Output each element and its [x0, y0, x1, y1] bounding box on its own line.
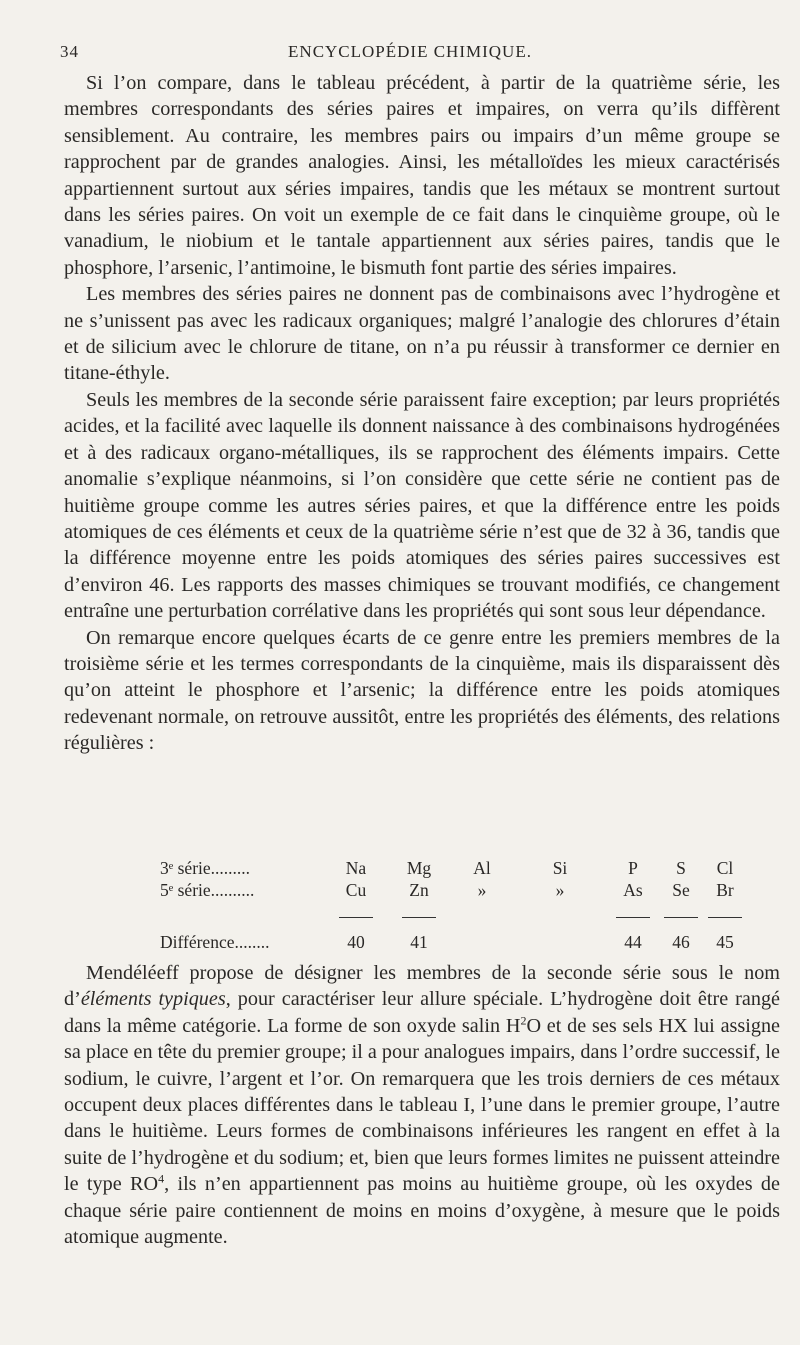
difference-cell: 46 — [672, 932, 690, 952]
table-row — [160, 880, 745, 902]
running-title: ENCYCLOPÉDIE CHIMIQUE. — [288, 42, 532, 61]
underline-rule — [664, 917, 698, 918]
element-cell: S — [676, 858, 686, 878]
element-cell: P — [628, 858, 638, 878]
underline-rule — [339, 917, 373, 918]
body-text-after-table — [64, 960, 780, 1250]
superscript: 4 — [158, 1171, 165, 1186]
paragraph: Les membres des séries paires ne donnent pas de combinaisons avec l’hydrogène et ne s’unissent pas avec les radicaux organiques; malgré l’analogie des chlorures d’étain et de silicium avec le chlorure de titane, on n’a pu réussir à transformer ce dernier en titane-éthyle. — [64, 283, 780, 385]
text-run: Mendéléeff propose de désigner les membres de la seconde série sous le nom d’ — [64, 962, 780, 1011]
series-comparison-table — [160, 858, 745, 958]
table-row — [160, 858, 745, 880]
element-cell: Al — [473, 858, 491, 878]
difference-cell: 41 — [410, 932, 428, 952]
rule-row — [160, 902, 745, 924]
paragraph: Seuls les membres de la seconde série paraissent faire exception; par leurs propriétés acides, et la facilité avec laquelle ils donnent naissance à des combinaisons hydrogénées et à des radicaux organo-métalliques, ils se rapprochent des éléments impairs. Cette anomalie s’explique néanmoins, si l’on considère que cette série ne contient pas de huitième groupe comme les autres séries paires, et que la différence entre les poids atomiques de ces éléments et ceux de la quatrième série n’est que de 32 à 36, tandis que la différence moyenne entre les poids atomiques des séries paires successives est d’environ 46. Les rapports des masses chimiques se trouvant modifiés, ce changement entraîne une perturbation corrélative dans les propriétés qui sont sous leur dépendance. — [64, 388, 780, 623]
element-cell: Cl — [716, 858, 734, 878]
text-run: , pour caractériser leur allure spéciale. L’hydrogène doit être rangé dans la même catégorie. La forme de son oxyde salin H — [64, 988, 781, 1037]
element-cell: Zn — [409, 880, 429, 900]
difference-cell: 44 — [624, 932, 642, 952]
difference-cell — [453, 924, 511, 958]
underline-rule — [616, 917, 650, 918]
paragraph: On remarque encore quelques écarts de ce genre entre les premiers membres de la troisième série et les termes correspondants de la cinquième, mais ils disparaissent dès qu’on atteint le phosphore et l’arsenic; la différence entre les poids atomiques redevenant normale, on retrouve aussitôt, entre les propriétés des éléments, des relations régulières : — [64, 626, 780, 755]
difference-cell: 45 — [716, 932, 734, 952]
element-cell: Br — [716, 880, 734, 900]
page-header — [60, 42, 760, 66]
underline-rule — [708, 917, 742, 918]
body-text-before-table — [64, 70, 780, 757]
page-number: 34 — [60, 42, 79, 61]
difference-row — [160, 924, 745, 958]
difference-cell — [511, 924, 609, 958]
emphasis-text: éléments typiques — [80, 988, 226, 1011]
element-cell: » — [477, 880, 487, 900]
element-cell: Si — [552, 858, 568, 878]
paragraph: Si l’on compare, dans le tableau précédent, à partir de la quatrième série, les membres correspondants des séries paires et impaires, on verra qu’ils diffèrent sensiblement. Au contraire, les membres pairs ou impairs d’un même groupe se rapprochent par de grandes analogies. Ainsi, les métalloïdes les mieux caractérisés appartiennent surtout aux séries impaires, tandis que les métaux se montrent surtout dans les séries paires. On voit un exemple de ce fait dans le cinquième groupe, où le vanadium, le niobium et le tantale appartiennent aux séries paires, tandis que le phosphore, l’arsenic, l’antimoine, le bismuth font partie des séries impaires. — [64, 72, 780, 279]
element-cell: Se — [672, 880, 690, 900]
element-cell: Mg — [406, 858, 432, 878]
row-label: Différence........ — [160, 932, 270, 952]
paragraph — [64, 960, 780, 1250]
text-run: O et de ses sels HX lui assigne sa place en tête du premier groupe; il a pour analogues impairs, dans l’ordre successif, le sodium, le cuivre, l’argent et l’or. On remarquera que les trois derniers de ces métaux occupent deux places différentes dans le tableau I, l’une dans le premier groupe, l’autre dans le huitième. Leurs formes de combinaisons inférieures les rangent en effet à la suite de l’hydrogène et du sodium; et, bien que leurs formes limites ne puissent atteindre le type RO — [64, 1014, 781, 1196]
underline-rule — [402, 917, 436, 918]
superscript: 2 — [520, 1013, 527, 1028]
row-label: 3ᵉ série......... — [160, 858, 251, 878]
text-run: , ils n’en appartiennent pas moins au huitième groupe, où les oxydes de chaque série paire contiennent de moins en moins d’oxygène, à mesure que le poids atomique augmente. — [64, 1173, 780, 1249]
element-cell: As — [623, 880, 643, 900]
element-cell: » — [555, 880, 565, 900]
element-cell: Na — [345, 858, 367, 878]
element-cell: Cu — [345, 880, 367, 900]
difference-cell: 40 — [347, 932, 365, 952]
row-label: 5ᵉ série.......... — [160, 880, 255, 900]
